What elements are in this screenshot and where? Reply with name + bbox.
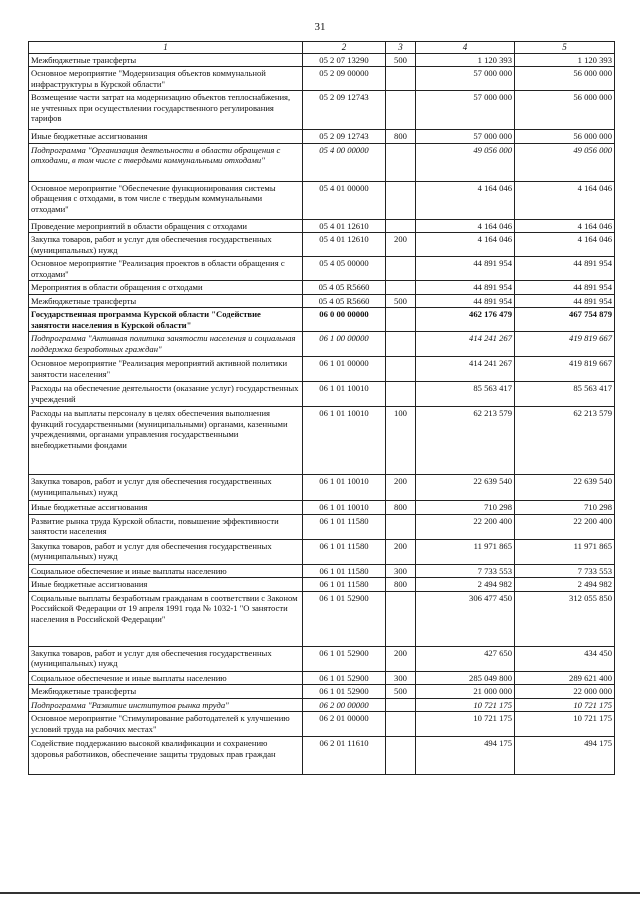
cell-sum-year-1: 427 650 [416, 646, 515, 671]
table-row [29, 281, 615, 294]
cell-name: Иные бюджетные ассигнования [29, 130, 303, 143]
cell-name: Основное мероприятие "Стимулирование работодателей к улучшению условий труда на рабочих местах" [29, 712, 303, 737]
cell-name: Закупка товаров, работ и услуг для обеспечения государственных (муниципальных) нужд [29, 646, 303, 671]
cell-sum-year-1: 4 164 046 [416, 219, 515, 232]
cell-name: Иные бюджетные ассигнования [29, 501, 303, 514]
cell-expense-type: 500 [386, 294, 416, 307]
cell-name: Закупка товаров, работ и услуг для обеспечения государственных (муниципальных) нужд [29, 475, 303, 501]
cell-expense-type: 500 [386, 685, 416, 698]
cell-target-article: 06 1 01 00000 [303, 357, 386, 382]
cell-name: Межбюджетные трансферты [29, 294, 303, 307]
cell-target-article: 05 4 01 00000 [303, 181, 386, 219]
cell-expense-type: 500 [386, 53, 416, 66]
cell-expense-type [386, 281, 416, 294]
cell-expense-type [386, 332, 416, 357]
table-row [29, 53, 615, 66]
header-cell-sum-1: 4 [416, 42, 515, 54]
cell-target-article: 06 1 00 00000 [303, 332, 386, 357]
cell-expense-type [386, 143, 416, 181]
cell-sum-year-1: 85 563 417 [416, 382, 515, 407]
cell-name: Расходы на обеспечение деятельности (оказание услуг) государственных учреждений [29, 382, 303, 407]
cell-sum-year-2: 10 721 175 [515, 698, 615, 711]
cell-sum-year-1: 306 477 450 [416, 591, 515, 646]
cell-name: Возмещение части затрат на модернизацию объектов теплоснабжения, не учтенных при осуществлении государственного регулирования тарифов [29, 91, 303, 130]
cell-sum-year-2: 467 754 879 [515, 308, 615, 332]
cell-expense-type [386, 382, 416, 407]
cell-sum-year-1: 710 298 [416, 501, 515, 514]
cell-target-article: 06 0 00 00000 [303, 308, 386, 332]
cell-name: Межбюджетные трансферты [29, 53, 303, 66]
cell-name: Расходы на выплаты персоналу в целях обеспечения выполнения функций государственными (муниципальными) органами, казенными учреждениями, органами управления государственными внебюджетными фондами [29, 407, 303, 475]
cell-target-article: 06 1 01 11580 [303, 578, 386, 591]
header-cell-vr: 3 [386, 42, 416, 54]
cell-name: Государственная программа Курской области "Содействие занятости населения в Курской области" [29, 308, 303, 332]
cell-target-article: 05 2 09 12743 [303, 91, 386, 130]
cell-expense-type [386, 737, 416, 775]
cell-target-article: 06 1 01 52900 [303, 685, 386, 698]
table-row [29, 382, 615, 407]
cell-sum-year-1: 1 120 393 [416, 53, 515, 66]
cell-expense-type: 200 [386, 539, 416, 564]
table-row [29, 698, 615, 711]
cell-name: Содействие поддержанию высокой квалификации и сохранению здоровья работников, обеспечение защиты трудовых прав граждан [29, 737, 303, 775]
cell-expense-type: 100 [386, 407, 416, 475]
cell-name: Социальное обеспечение и иные выплаты населению [29, 671, 303, 684]
cell-sum-year-2: 434 450 [515, 646, 615, 671]
table-row [29, 308, 615, 332]
table-row [29, 737, 615, 775]
cell-name: Проведение мероприятий в области обращения с отходами [29, 219, 303, 232]
cell-expense-type: 300 [386, 564, 416, 577]
cell-target-article: 06 1 01 10010 [303, 501, 386, 514]
table-row [29, 357, 615, 382]
cell-expense-type [386, 91, 416, 130]
cell-sum-year-1: 10 721 175 [416, 698, 515, 711]
cell-name: Закупка товаров, работ и услуг для обеспечения государственных (муниципальных) нужд [29, 539, 303, 564]
cell-expense-type: 200 [386, 646, 416, 671]
table-row [29, 671, 615, 684]
cell-sum-year-1: 44 891 954 [416, 294, 515, 307]
cell-expense-type: 800 [386, 578, 416, 591]
cell-sum-year-1: 49 056 000 [416, 143, 515, 181]
cell-sum-year-1: 414 241 267 [416, 332, 515, 357]
cell-sum-year-1: 4 164 046 [416, 181, 515, 219]
cell-sum-year-1: 22 200 400 [416, 514, 515, 539]
cell-name: Социальное обеспечение и иные выплаты населению [29, 564, 303, 577]
cell-sum-year-1: 414 241 267 [416, 357, 515, 382]
cell-expense-type [386, 257, 416, 281]
cell-sum-year-2: 22 639 540 [515, 475, 615, 501]
cell-expense-type: 300 [386, 671, 416, 684]
cell-target-article: 06 2 00 00000 [303, 698, 386, 711]
cell-target-article: 05 4 00 00000 [303, 143, 386, 181]
header-cell-sum-2: 5 [515, 42, 615, 54]
cell-sum-year-2: 1 120 393 [515, 53, 615, 66]
table-row [29, 332, 615, 357]
cell-sum-year-2: 22 000 000 [515, 685, 615, 698]
cell-expense-type [386, 712, 416, 737]
table-row [29, 294, 615, 307]
table-row [29, 539, 615, 564]
cell-sum-year-1: 44 891 954 [416, 281, 515, 294]
cell-name: Мероприятия в области обращения с отходами [29, 281, 303, 294]
cell-name: Развитие рынка труда Курской области, повышение эффективности занятости населения [29, 514, 303, 539]
cell-sum-year-2: 4 164 046 [515, 181, 615, 219]
cell-expense-type [386, 219, 416, 232]
cell-sum-year-2: 710 298 [515, 501, 615, 514]
cell-sum-year-2: 85 563 417 [515, 382, 615, 407]
cell-sum-year-2: 2 494 982 [515, 578, 615, 591]
cell-expense-type [386, 698, 416, 711]
cell-target-article: 06 1 01 52900 [303, 591, 386, 646]
cell-sum-year-1: 462 176 479 [416, 308, 515, 332]
cell-expense-type: 800 [386, 501, 416, 514]
cell-expense-type: 200 [386, 475, 416, 501]
cell-sum-year-2: 44 891 954 [515, 257, 615, 281]
table-row [29, 475, 615, 501]
table-row [29, 257, 615, 281]
table-row [29, 514, 615, 539]
cell-name: Подпрограмма "Развитие институтов рынка труда" [29, 698, 303, 711]
cell-name: Иные бюджетные ассигнования [29, 578, 303, 591]
cell-sum-year-2: 11 971 865 [515, 539, 615, 564]
cell-name: Основное мероприятие "Модернизация объектов коммунальной инфраструктуры в Курской области" [29, 67, 303, 91]
cell-sum-year-2: 44 891 954 [515, 281, 615, 294]
cell-target-article: 06 2 01 00000 [303, 712, 386, 737]
cell-expense-type [386, 67, 416, 91]
cell-expense-type: 800 [386, 130, 416, 143]
header-row [29, 42, 615, 54]
table-row [29, 143, 615, 181]
cell-sum-year-2: 44 891 954 [515, 294, 615, 307]
cell-name: Основное мероприятие "Реализация проектов в области обращения с отходами" [29, 257, 303, 281]
cell-sum-year-1: 22 639 540 [416, 475, 515, 501]
cell-name: Подпрограмма "Организация деятельности в области обращения с отходами, в том числе с твердыми коммунальными отходами" [29, 143, 303, 181]
header-cell-csr: 2 [303, 42, 386, 54]
cell-sum-year-2: 56 000 000 [515, 130, 615, 143]
cell-sum-year-2: 419 819 667 [515, 332, 615, 357]
cell-sum-year-1: 57 000 000 [416, 130, 515, 143]
cell-target-article: 06 2 01 11610 [303, 737, 386, 775]
cell-sum-year-1: 285 049 800 [416, 671, 515, 684]
cell-target-article: 05 4 05 R5660 [303, 281, 386, 294]
cell-sum-year-2: 494 175 [515, 737, 615, 775]
table-row [29, 219, 615, 232]
cell-name: Закупка товаров, работ и услуг для обеспечения государственных (муниципальных) нужд [29, 233, 303, 257]
table-row [29, 685, 615, 698]
cell-target-article: 05 4 05 R5660 [303, 294, 386, 307]
cell-target-article: 05 2 09 00000 [303, 67, 386, 91]
cell-sum-year-2: 10 721 175 [515, 712, 615, 737]
cell-sum-year-2: 7 733 553 [515, 564, 615, 577]
cell-target-article: 06 1 01 11580 [303, 514, 386, 539]
cell-target-article: 05 4 01 12610 [303, 219, 386, 232]
cell-name: Межбюджетные трансферты [29, 685, 303, 698]
cell-sum-year-1: 21 000 000 [416, 685, 515, 698]
cell-sum-year-2: 289 621 400 [515, 671, 615, 684]
cell-name: Социальные выплаты безработным гражданам в соответствии с Законом Российской Федерации от 19 апреля 1991 года № 1032-1 "О занятости населения в Российской Федерации" [29, 591, 303, 646]
table-row [29, 501, 615, 514]
cell-expense-type: 200 [386, 233, 416, 257]
cell-sum-year-1: 7 733 553 [416, 564, 515, 577]
cell-sum-year-1: 2 494 982 [416, 578, 515, 591]
table-row [29, 130, 615, 143]
cell-expense-type [386, 308, 416, 332]
cell-sum-year-1: 57 000 000 [416, 67, 515, 91]
table-row [29, 181, 615, 219]
budget-table [28, 41, 615, 775]
header-cell-name: 1 [29, 42, 303, 54]
cell-target-article: 06 1 01 52900 [303, 671, 386, 684]
cell-target-article: 05 2 07 13290 [303, 53, 386, 66]
cell-sum-year-2: 22 200 400 [515, 514, 615, 539]
cell-sum-year-2: 312 055 850 [515, 591, 615, 646]
table-body [29, 53, 615, 774]
cell-sum-year-1: 10 721 175 [416, 712, 515, 737]
cell-sum-year-1: 57 000 000 [416, 91, 515, 130]
cell-sum-year-1: 494 175 [416, 737, 515, 775]
table-row [29, 91, 615, 130]
cell-expense-type [386, 357, 416, 382]
cell-sum-year-2: 419 819 667 [515, 357, 615, 382]
table-row [29, 578, 615, 591]
cell-name: Основное мероприятие "Обеспечение функционирования системы обращения с отходами, в том числе с твердым коммунальными отходами" [29, 181, 303, 219]
cell-expense-type [386, 181, 416, 219]
cell-target-article: 06 1 01 10010 [303, 382, 386, 407]
cell-sum-year-2: 56 000 000 [515, 67, 615, 91]
cell-target-article: 05 4 05 00000 [303, 257, 386, 281]
cell-sum-year-1: 11 971 865 [416, 539, 515, 564]
table-row [29, 233, 615, 257]
cell-target-article: 06 1 01 10010 [303, 407, 386, 475]
cell-sum-year-1: 44 891 954 [416, 257, 515, 281]
cell-name: Подпрограмма "Активная политика занятости населения и социальная поддержка безработных граждан" [29, 332, 303, 357]
cell-sum-year-2: 56 000 000 [515, 91, 615, 130]
cell-target-article: 05 2 09 12743 [303, 130, 386, 143]
cell-expense-type [386, 514, 416, 539]
cell-target-article: 06 1 01 10010 [303, 475, 386, 501]
table-row [29, 67, 615, 91]
cell-sum-year-2: 49 056 000 [515, 143, 615, 181]
cell-target-article: 06 1 01 52900 [303, 646, 386, 671]
cell-sum-year-2: 62 213 579 [515, 407, 615, 475]
page-number: 31 [314, 21, 326, 33]
cell-target-article: 06 1 01 11580 [303, 564, 386, 577]
table-row [29, 407, 615, 475]
cell-target-article: 06 1 01 11580 [303, 539, 386, 564]
cell-expense-type [386, 591, 416, 646]
cell-target-article: 05 4 01 12610 [303, 233, 386, 257]
table-row [29, 712, 615, 737]
cell-name: Основное мероприятие "Реализация мероприятий активной политики занятости населения" [29, 357, 303, 382]
table-row [29, 646, 615, 671]
cell-sum-year-1: 4 164 046 [416, 233, 515, 257]
cell-sum-year-1: 62 213 579 [416, 407, 515, 475]
cell-sum-year-2: 4 164 046 [515, 233, 615, 257]
bottom-rule [0, 892, 640, 894]
cell-sum-year-2: 4 164 046 [515, 219, 615, 232]
table-row [29, 564, 615, 577]
table-row [29, 591, 615, 646]
